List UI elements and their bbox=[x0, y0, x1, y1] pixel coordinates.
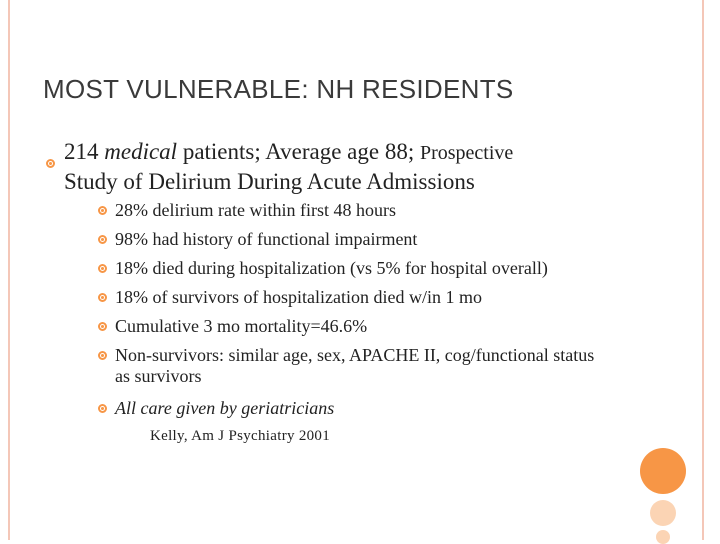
sub-bullet: 98% had history of functional impairment bbox=[98, 229, 618, 250]
decorative-circle-icon bbox=[640, 448, 686, 494]
decorative-circle-icon bbox=[650, 500, 676, 526]
main-bullet-line1: 214 medical patients; Average age 88; Prospective bbox=[64, 139, 514, 164]
sub-bullet: 28% delirium rate within first 48 hours bbox=[98, 200, 618, 221]
bullet-icon bbox=[46, 159, 55, 168]
main-bullet bbox=[46, 137, 666, 197]
sub-bullet: Non-survivors: similar age, sex, APACHE II, cog/functional status as survivors bbox=[98, 345, 608, 387]
bullet-icon bbox=[98, 293, 107, 302]
bullet-icon bbox=[98, 235, 107, 244]
decorative-circle-icon bbox=[656, 530, 670, 544]
bullet-icon bbox=[98, 264, 107, 273]
bullet-icon bbox=[98, 322, 107, 331]
sub-bullet: 18% of survivors of hospitalization died w/in 1 mo bbox=[98, 287, 618, 308]
bullet-icon bbox=[98, 404, 107, 413]
main-bullet-line2: Study of Delirium During Acute Admissions bbox=[64, 169, 475, 194]
sub-bullet: All care given by geriatricians bbox=[98, 398, 618, 419]
bullet-icon bbox=[98, 351, 107, 360]
sub-bullet: 18% died during hospitalization (vs 5% for hospital overall) bbox=[98, 258, 658, 279]
slide-title: MOST VULNERABLE: NH RESIDENTS bbox=[43, 74, 514, 104]
bullet-icon bbox=[98, 206, 107, 215]
citation: Kelly, Am J Psychiatry 2001 bbox=[150, 428, 331, 444]
sub-bullet: Cumulative 3 mo mortality=46.6% bbox=[98, 316, 618, 337]
